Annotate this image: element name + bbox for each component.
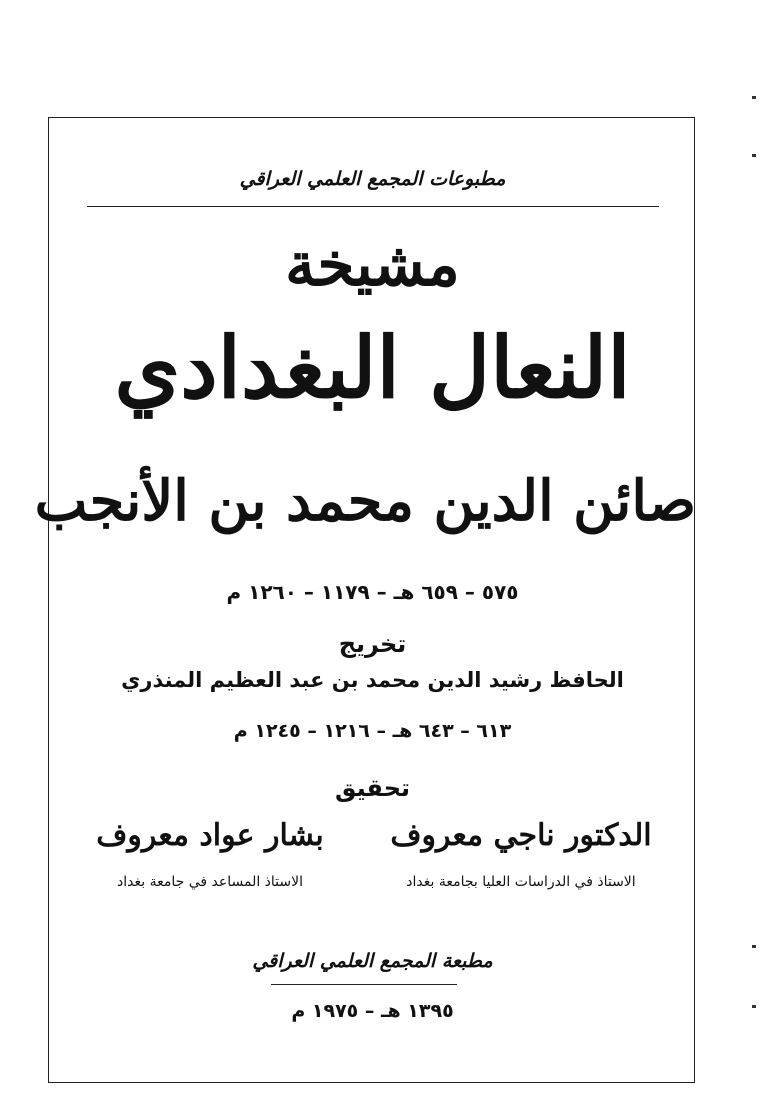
title-page-frame	[34, 117, 696, 1083]
takhrij-label: تخريج	[338, 630, 407, 658]
editor-1-name: الدكتور ناجي معروف	[390, 818, 652, 853]
scan-mark	[752, 96, 756, 99]
title-line-2: النعال البغدادي	[114, 318, 631, 417]
scan-mark	[752, 154, 756, 157]
press-name: مطبعة المجمع العلمي العراقي	[252, 950, 493, 972]
title-line-3: صائن الدين محمد بن الأنجب	[34, 468, 696, 534]
compiler-name: الحافظ رشيد الدين محمد بن عبد العظيم المنذري	[121, 668, 624, 692]
scan-mark	[752, 1005, 756, 1008]
compiler-dates: ٦١٣ – ٦٤٣ هـ – ١٢١٦ – ١٢٤٥ م	[233, 720, 512, 742]
editor-2-role: الاستاذ المساعد في جامعة بغداد	[117, 874, 303, 890]
series-heading: مطبوعات المجمع العلمي العراقي	[239, 168, 506, 190]
editor-2-name: بشار عواد معروف	[96, 818, 324, 853]
publication-date: ١٣٩٥ هـ – ١٩٧٥ م	[291, 1000, 454, 1022]
subject-dates: ٥٧٥ – ٦٥٩ هـ – ١١٧٩ – ١٢٦٠ م	[226, 580, 519, 604]
bottom-divider	[271, 984, 457, 985]
top-divider	[87, 206, 659, 207]
title-line-1: مشيخة	[285, 230, 460, 300]
editor-1-role: الاستاذ في الدراسات العليا بجامعة بغداد	[406, 874, 636, 890]
tahqiq-label: تحقيق	[334, 774, 410, 802]
scan-mark	[752, 945, 756, 948]
